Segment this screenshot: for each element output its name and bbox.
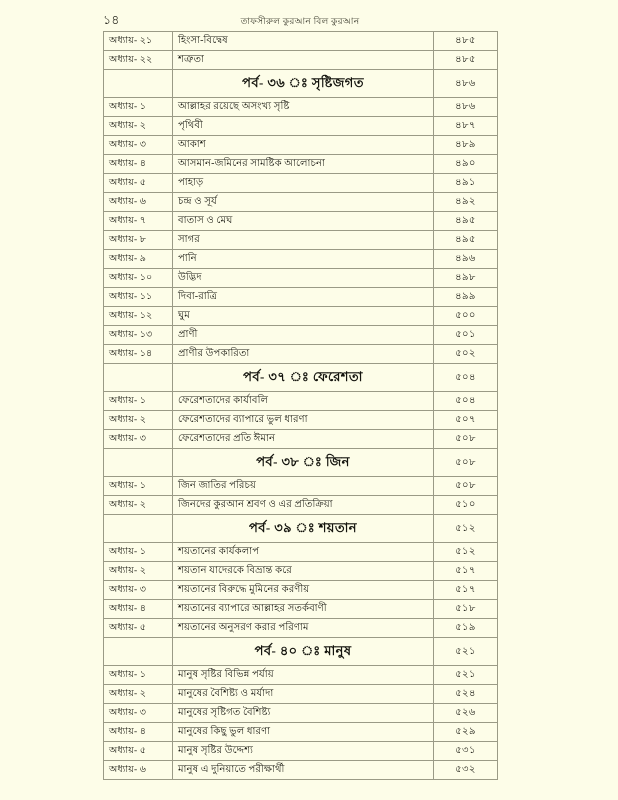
table-row bbox=[104, 600, 498, 619]
page-number-cell: ৪৯৬ bbox=[434, 250, 498, 269]
part-title-cell: পর্ব- ৩৮ ঃ জিন bbox=[173, 449, 434, 477]
chapter-label-cell: অধ্যায়- ৬ bbox=[104, 193, 173, 212]
chapter-label-cell: অধ্যায়- ৫ bbox=[104, 174, 173, 193]
part-chapter-cell-empty bbox=[104, 449, 173, 477]
page-number-cell: ৫১৭ bbox=[434, 562, 498, 581]
chapter-label-cell: অধ্যায়- ১৪ bbox=[104, 345, 173, 364]
part-chapter-cell-empty bbox=[104, 515, 173, 543]
table-row bbox=[104, 704, 498, 723]
chapter-label-cell: অধ্যায়- ৩ bbox=[104, 430, 173, 449]
page-number-cell: ৪৯২ bbox=[434, 193, 498, 212]
chapter-title-cell: শয়তানের অনুসরণ করার পরিণাম bbox=[173, 619, 434, 638]
chapter-label-cell: অধ্যায়- ৩ bbox=[104, 136, 173, 155]
page-number-cell: ৫১২ bbox=[434, 543, 498, 562]
page-number-cell: ৫১৭ bbox=[434, 581, 498, 600]
part-page-number-cell: ৫০৪ bbox=[434, 364, 498, 392]
chapter-label-cell: অধ্যায়- ১০ bbox=[104, 269, 173, 288]
chapter-label-cell: অধ্যায়- ১ bbox=[104, 392, 173, 411]
chapter-label-cell: অধ্যায়- ১১ bbox=[104, 288, 173, 307]
chapter-label-cell: অধ্যায়- ৫ bbox=[104, 619, 173, 638]
chapter-title-cell: দিবা-রাত্রি bbox=[173, 288, 434, 307]
chapter-label-cell: অধ্যায়- ২ bbox=[104, 117, 173, 136]
table-row bbox=[104, 742, 498, 761]
page-number-cell: ৫০৮ bbox=[434, 430, 498, 449]
part-page-number-cell: ৫২১ bbox=[434, 638, 498, 666]
chapter-title-cell: আল্লাহর রয়েছে অসংখ্য সৃষ্টি bbox=[173, 98, 434, 117]
part-page-number-cell: ৫০৮ bbox=[434, 449, 498, 477]
page-number-cell: ৫১৮ bbox=[434, 600, 498, 619]
chapter-label-cell: অধ্যায়- ২ bbox=[104, 685, 173, 704]
table-row bbox=[104, 136, 498, 155]
part-title-cell: পর্ব- ৩৭ ঃ ফেরেশতা bbox=[173, 364, 434, 392]
chapter-title-cell: উদ্ভিদ bbox=[173, 269, 434, 288]
page-number-cell: ৫০৪ bbox=[434, 392, 498, 411]
chapter-title-cell: ফেরেশতাদের প্রতি ঈমান bbox=[173, 430, 434, 449]
part-title-cell: পর্ব- ৪০ ঃ মানুষ bbox=[173, 638, 434, 666]
chapter-title-cell: হিংসা-বিদ্বেষ bbox=[173, 32, 434, 51]
table-row bbox=[104, 193, 498, 212]
chapter-label-cell: অধ্যায়- ২ bbox=[104, 411, 173, 430]
part-chapter-cell-empty bbox=[104, 70, 173, 98]
page-number-cell: ৫২১ bbox=[434, 666, 498, 685]
chapter-label-cell: অধ্যায়- ৬ bbox=[104, 761, 173, 780]
part-chapter-cell-empty bbox=[104, 638, 173, 666]
table-row bbox=[104, 666, 498, 685]
page-number-cell: ৫২৪ bbox=[434, 685, 498, 704]
chapter-title-cell: চন্দ্র ও সূর্য bbox=[173, 193, 434, 212]
chapter-title-cell: শয়তান যাদেরকে বিভ্রান্ত করে bbox=[173, 562, 434, 581]
page-number-cell: ৫০২ bbox=[434, 345, 498, 364]
chapter-title-cell: আসমান-জমিনের সামষ্টিক আলোচনা bbox=[173, 155, 434, 174]
chapter-title-cell: পানি bbox=[173, 250, 434, 269]
chapter-label-cell: অধ্যায়- ৩ bbox=[104, 704, 173, 723]
chapter-label-cell: অধ্যায়- ২ bbox=[104, 496, 173, 515]
table-row bbox=[104, 326, 498, 345]
page-number-cell: ৫৩২ bbox=[434, 761, 498, 780]
table-row bbox=[104, 98, 498, 117]
chapter-title-cell: আকাশ bbox=[173, 136, 434, 155]
chapter-title-cell: সাগর bbox=[173, 231, 434, 250]
chapter-title-cell: মানুষ সৃষ্টির উদ্দেশ্য bbox=[173, 742, 434, 761]
chapter-label-cell: অধ্যায়- ৮ bbox=[104, 231, 173, 250]
chapter-title-cell: জিনদের কুরআন শ্রবণ ও এর প্রতিক্রিয়া bbox=[173, 496, 434, 515]
chapter-title-cell: শত্রুতা bbox=[173, 51, 434, 70]
table-row bbox=[104, 51, 498, 70]
chapter-label-cell: অধ্যায়- ১৩ bbox=[104, 326, 173, 345]
table-row bbox=[104, 307, 498, 326]
chapter-title-cell: প্রাণীর উপকারিতা bbox=[173, 345, 434, 364]
page-number-cell: ৫৩১ bbox=[434, 742, 498, 761]
table-row bbox=[104, 723, 498, 742]
part-title-cell: পর্ব- ৩৬ ঃ সৃষ্টিজগত bbox=[173, 70, 434, 98]
table-row bbox=[104, 761, 498, 780]
page-number-cell: ৪৯১ bbox=[434, 174, 498, 193]
table-row bbox=[104, 581, 498, 600]
table-row bbox=[104, 685, 498, 704]
table-row bbox=[104, 562, 498, 581]
page-number-cell: ৫১৯ bbox=[434, 619, 498, 638]
chapter-label-cell: অধ্যায়- ১২ bbox=[104, 307, 173, 326]
part-page-number-cell: ৫১২ bbox=[434, 515, 498, 543]
page-number-cell: ৫০০ bbox=[434, 307, 498, 326]
page-number-cell: ৪৮৫ bbox=[434, 51, 498, 70]
table-row-part-heading bbox=[104, 449, 498, 477]
chapter-label-cell: অধ্যায়- ২২ bbox=[104, 51, 173, 70]
table-row bbox=[104, 477, 498, 496]
table-row bbox=[104, 430, 498, 449]
chapter-label-cell: অধ্যায়- ১ bbox=[104, 477, 173, 496]
table-row bbox=[104, 392, 498, 411]
table-row bbox=[104, 345, 498, 364]
page-number-cell: ৪৯৮ bbox=[434, 269, 498, 288]
page-number-cell: ৫২৯ bbox=[434, 723, 498, 742]
table-row bbox=[104, 174, 498, 193]
table-row bbox=[104, 212, 498, 231]
table-row bbox=[104, 32, 498, 51]
table-of-contents-body bbox=[104, 32, 498, 780]
table-row bbox=[104, 250, 498, 269]
chapter-label-cell: অধ্যায়- ৭ bbox=[104, 212, 173, 231]
chapter-label-cell: অধ্যায়- ৫ bbox=[104, 742, 173, 761]
running-head bbox=[103, 12, 497, 32]
page-number-cell: ৪৮৯ bbox=[434, 136, 498, 155]
table-row-part-heading bbox=[104, 638, 498, 666]
page-number-cell: ৫১০ bbox=[434, 496, 498, 515]
chapter-label-cell: অধ্যায়- ৩ bbox=[104, 581, 173, 600]
chapter-label-cell: অধ্যায়- ১ bbox=[104, 666, 173, 685]
part-title-cell: পর্ব- ৩৯ ঃ শয়তান bbox=[173, 515, 434, 543]
page-folio-number: ১৪ bbox=[103, 13, 120, 27]
chapter-title-cell: শয়তানের ব্যাপারে আল্লাহর সতর্কবাণী bbox=[173, 600, 434, 619]
chapter-title-cell: বাতাস ও মেঘ bbox=[173, 212, 434, 231]
page-number-cell: ৫০৮ bbox=[434, 477, 498, 496]
chapter-label-cell: অধ্যায়- ১ bbox=[104, 543, 173, 562]
chapter-title-cell: মানুষের সৃষ্টিগত বৈশিষ্ট্য bbox=[173, 704, 434, 723]
table-row-part-heading bbox=[104, 515, 498, 543]
chapter-title-cell: মানুষের কিছু ভুল ধারণা bbox=[173, 723, 434, 742]
chapter-title-cell: মানুষ এ দুনিয়াতে পরীক্ষার্থী bbox=[173, 761, 434, 780]
chapter-label-cell: অধ্যায়- ২ bbox=[104, 562, 173, 581]
page-number-cell: ৪৯৫ bbox=[434, 212, 498, 231]
chapter-label-cell: অধ্যায়- ১ bbox=[104, 98, 173, 117]
chapter-label-cell: অধ্যায়- ৪ bbox=[104, 723, 173, 742]
chapter-title-cell: মানুষের বৈশিষ্ট্য ও মর্যাদা bbox=[173, 685, 434, 704]
chapter-title-cell: ফেরেশতাদের কার্যাবলি bbox=[173, 392, 434, 411]
chapter-label-cell: অধ্যায়- ৪ bbox=[104, 600, 173, 619]
page-number-cell: ৪৮৬ bbox=[434, 98, 498, 117]
chapter-title-cell: শয়তানের কার্যকলাপ bbox=[173, 543, 434, 562]
chapter-title-cell: শয়তানের বিরুদ্ধে মুমিনের করণীয় bbox=[173, 581, 434, 600]
chapter-label-cell: অধ্যায়- ৯ bbox=[104, 250, 173, 269]
table-row-part-heading bbox=[104, 70, 498, 98]
chapter-title-cell: মানুষ সৃষ্টির বিভিন্ন পর্যায় bbox=[173, 666, 434, 685]
running-head-title: তাফসীরুল কুরআন বিল কুরআন bbox=[240, 16, 360, 26]
page-number-cell: ৪৮৭ bbox=[434, 117, 498, 136]
page-number-cell: ৫২৬ bbox=[434, 704, 498, 723]
chapter-title-cell: পৃথিবী bbox=[173, 117, 434, 136]
chapter-label-cell: অধ্যায়- ৪ bbox=[104, 155, 173, 174]
table-row bbox=[104, 288, 498, 307]
table-row bbox=[104, 411, 498, 430]
chapter-title-cell: ঘুম bbox=[173, 307, 434, 326]
chapter-title-cell: জিন জাতির পরিচয় bbox=[173, 477, 434, 496]
page-number-cell: ৫০১ bbox=[434, 326, 498, 345]
table-row-part-heading bbox=[104, 364, 498, 392]
chapter-title-cell: প্রাণী bbox=[173, 326, 434, 345]
page-number-cell: ৪৮৫ bbox=[434, 32, 498, 51]
table-row bbox=[104, 117, 498, 136]
table-row bbox=[104, 496, 498, 515]
page-number-cell: ৪৯৫ bbox=[434, 231, 498, 250]
chapter-label-cell: অধ্যায়- ২১ bbox=[104, 32, 173, 51]
table-row bbox=[104, 269, 498, 288]
page-number-cell: ৪৯৯ bbox=[434, 288, 498, 307]
part-chapter-cell-empty bbox=[104, 364, 173, 392]
page-number-cell: ৪৯০ bbox=[434, 155, 498, 174]
table-row bbox=[104, 155, 498, 174]
chapter-title-cell: পাহাড় bbox=[173, 174, 434, 193]
table-row bbox=[104, 543, 498, 562]
chapter-title-cell: ফেরেশতাদের ব্যাপারে ভুল ধারণা bbox=[173, 411, 434, 430]
table-row bbox=[104, 619, 498, 638]
table-row bbox=[104, 231, 498, 250]
table-of-contents-table bbox=[103, 31, 498, 780]
part-page-number-cell: ৪৮৬ bbox=[434, 70, 498, 98]
page-number-cell: ৫০৭ bbox=[434, 411, 498, 430]
